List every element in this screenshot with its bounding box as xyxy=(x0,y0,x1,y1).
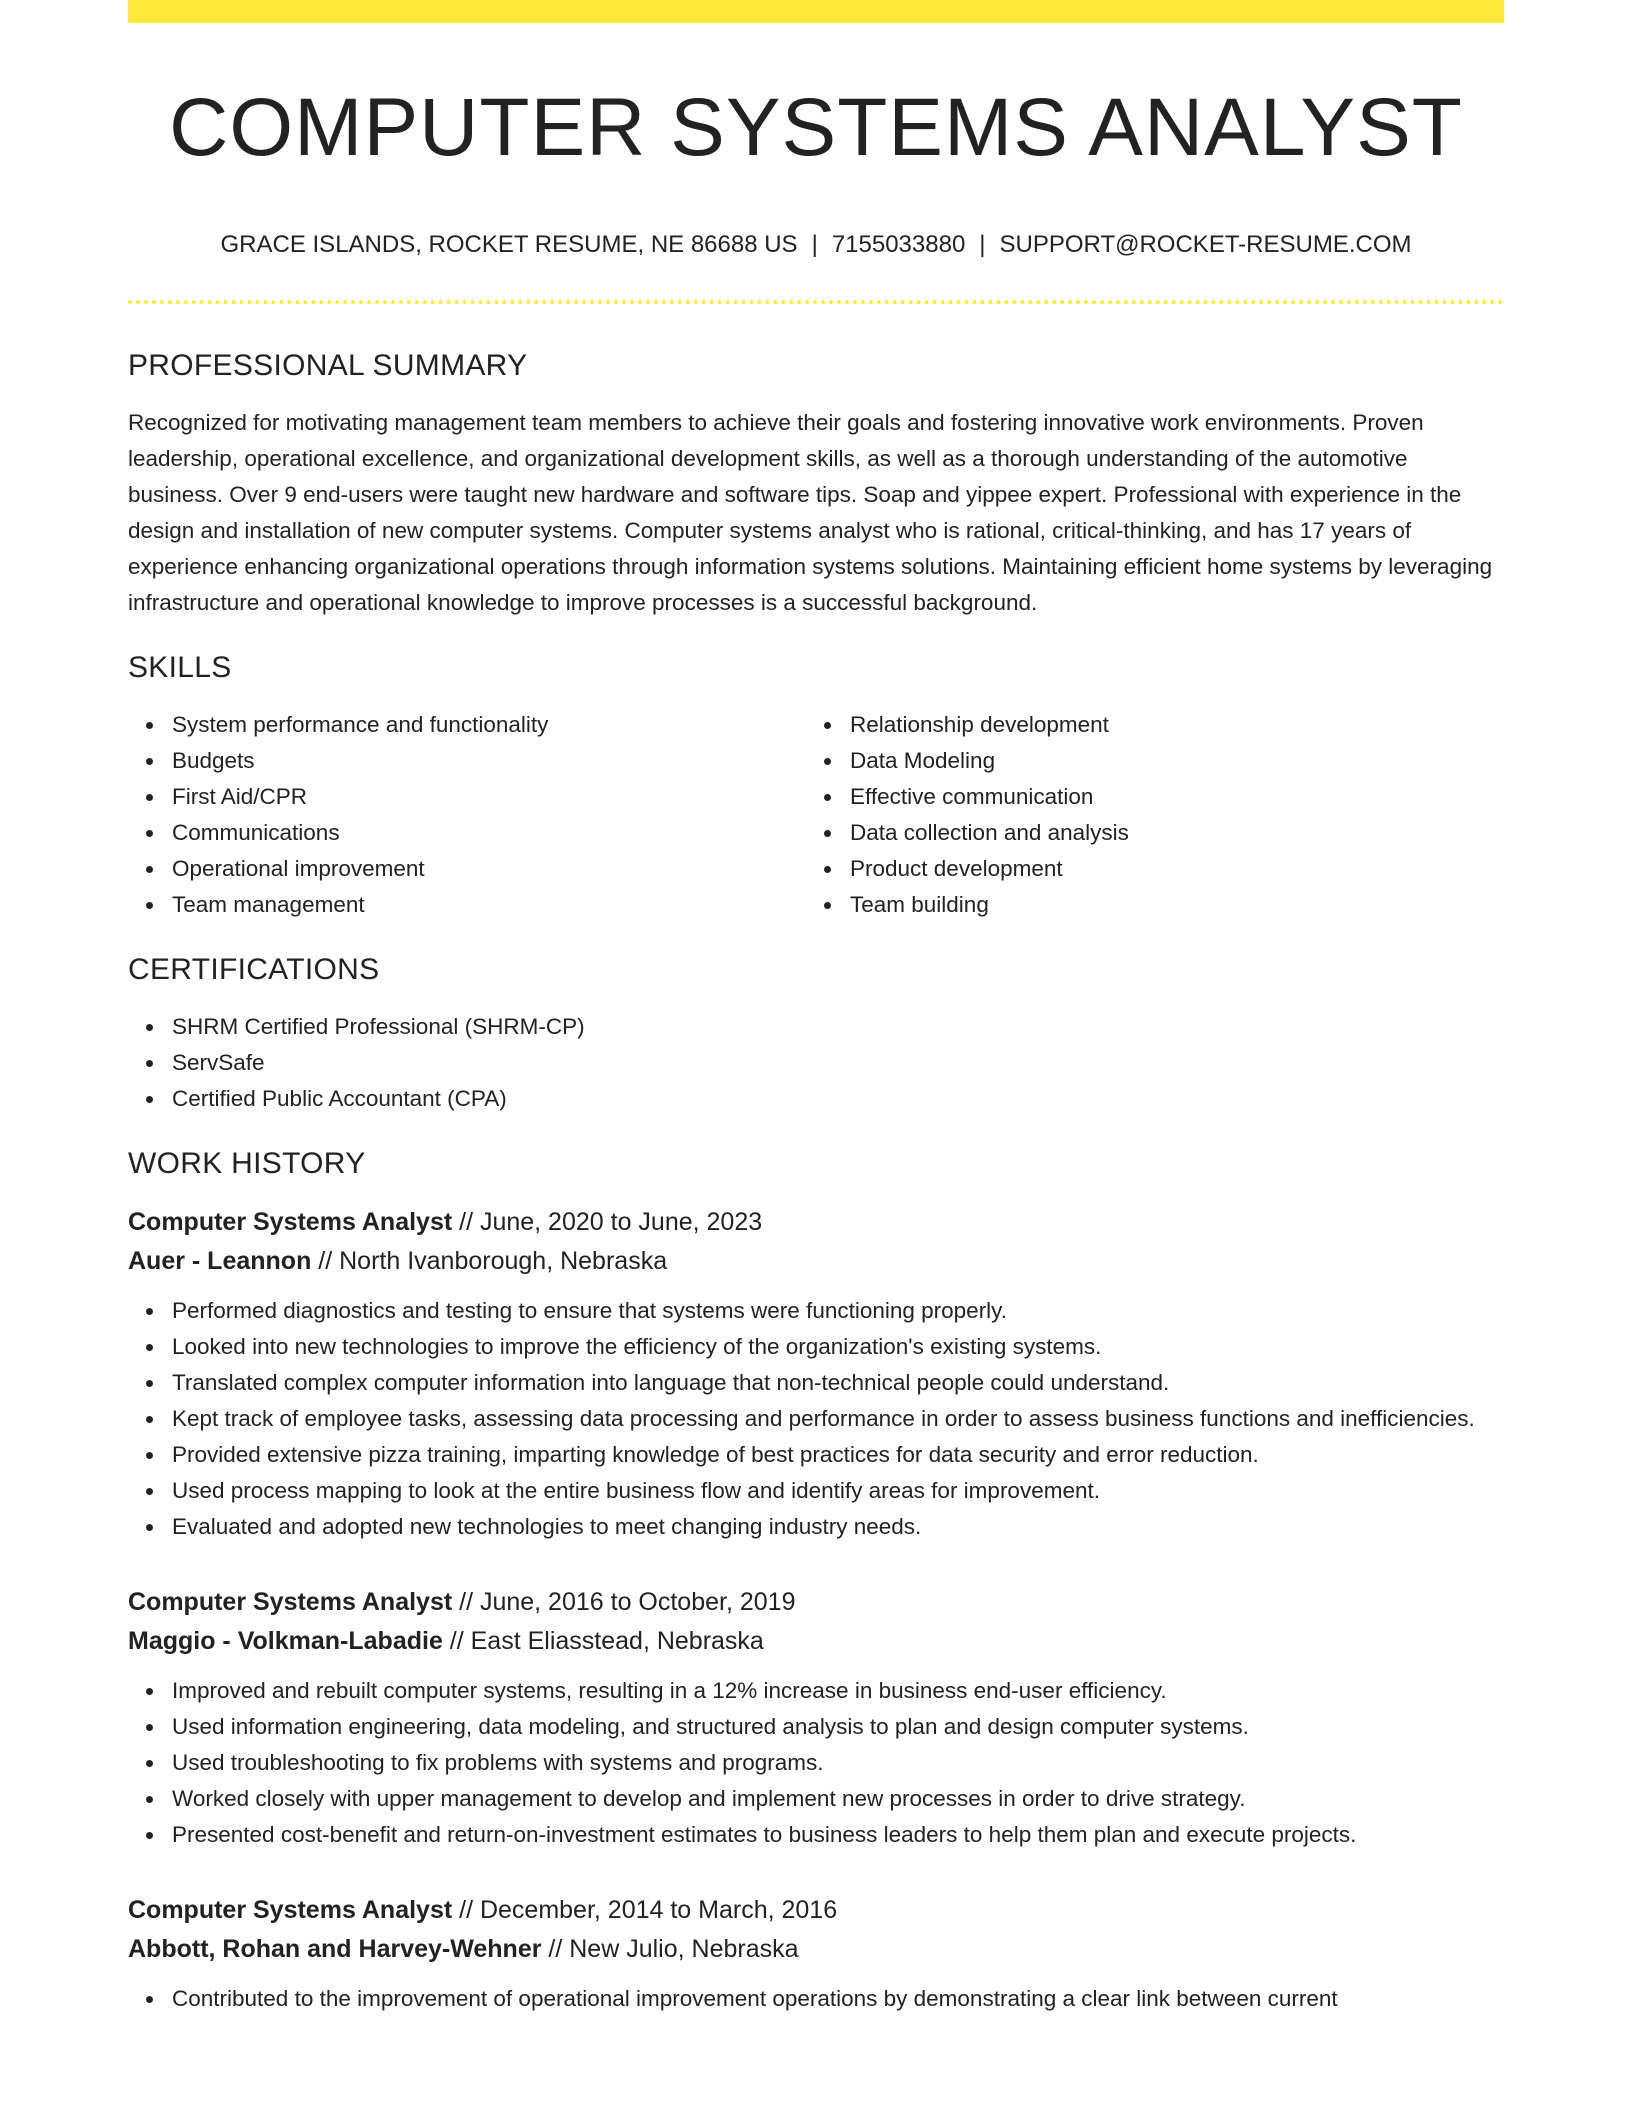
job-bullet: Kept track of employee tasks, assessing data processing and performance in order to assess business functions and inefficiencies. xyxy=(172,1401,1504,1437)
skill-item: Product development xyxy=(850,851,1484,887)
contact-email: SUPPORT@ROCKET-RESUME.COM xyxy=(999,231,1412,259)
work-history-heading: WORK HISTORY xyxy=(128,1146,366,1180)
skill-item: Budgets xyxy=(172,743,806,779)
accent-bar xyxy=(128,0,1504,23)
job-role: Computer Systems Analyst xyxy=(128,1207,453,1236)
job-dates: // December, 2014 to March, 2016 xyxy=(452,1895,838,1924)
certification-item: ServSafe xyxy=(172,1045,1504,1081)
job-company: Maggio - Volkman-Labadie xyxy=(128,1626,443,1655)
job-bullet: Translated complex computer information into language that non-technical people could understand. xyxy=(172,1365,1504,1401)
skill-item: Team management xyxy=(172,887,806,923)
skill-item: Communications xyxy=(172,815,806,851)
skills-column-left xyxy=(128,707,806,923)
job-role-line xyxy=(128,1583,1504,1622)
skills-heading: SKILLS xyxy=(128,650,232,684)
job-role-line xyxy=(128,1891,1504,1930)
contact-phone: 7155033880 xyxy=(831,231,966,259)
job-bullet-list xyxy=(128,1293,1504,1545)
contact-address: GRACE ISLANDS, ROCKET RESUME, NE 86688 US xyxy=(220,231,798,259)
contact-separator: | xyxy=(811,231,818,259)
summary-heading: PROFESSIONAL SUMMARY xyxy=(128,348,528,382)
job-company-line xyxy=(128,1242,1504,1281)
resume-title: COMPUTER SYSTEMS ANALYST xyxy=(169,82,1463,173)
job-company-line xyxy=(128,1930,1504,1969)
job-company: Auer - Leannon xyxy=(128,1246,312,1275)
job-bullet: Used process mapping to look at the entire business flow and identify areas for improvement. xyxy=(172,1473,1504,1509)
job-bullet: Looked into new technologies to improve the efficiency of the organization's existing systems. xyxy=(172,1329,1504,1365)
job-company-line xyxy=(128,1622,1504,1661)
skill-item: Effective communication xyxy=(850,779,1484,815)
job-location: // East Eliasstead, Nebraska xyxy=(442,1626,764,1655)
job-bullet: Evaluated and adopted new technologies to meet changing industry needs. xyxy=(172,1509,1504,1545)
job-entry xyxy=(128,1203,1504,1545)
job-company: Abbott, Rohan and Harvey-Wehner xyxy=(128,1934,542,1963)
dotted-divider xyxy=(128,300,1504,304)
job-bullet: Used troubleshooting to fix problems with systems and programs. xyxy=(172,1745,1504,1781)
skills-column-right xyxy=(806,707,1484,923)
certifications-heading: CERTIFICATIONS xyxy=(128,952,380,986)
skill-item: System performance and functionality xyxy=(172,707,806,743)
resume-page xyxy=(128,0,1504,2017)
job-role: Computer Systems Analyst xyxy=(128,1895,453,1924)
job-location: // New Julio, Nebraska xyxy=(541,1934,799,1963)
job-dates: // June, 2016 to October, 2019 xyxy=(452,1587,796,1616)
skills-list-right xyxy=(806,707,1484,923)
job-location: // North Ivanborough, Nebraska xyxy=(311,1246,668,1275)
skills-list-left xyxy=(128,707,806,923)
skills-grid xyxy=(128,707,1504,923)
certifications-list xyxy=(128,1009,1504,1117)
skill-item: Team building xyxy=(850,887,1484,923)
job-bullet: Used information engineering, data modeling, and structured analysis to plan and design computer systems. xyxy=(172,1709,1504,1745)
job-entry xyxy=(128,1583,1504,1853)
skill-item: First Aid/CPR xyxy=(172,779,806,815)
job-bullet: Performed diagnostics and testing to ensure that systems were functioning properly. xyxy=(172,1293,1504,1329)
job-bullet: Contributed to the improvement of operational improvement operations by demonstrating a clear link between current xyxy=(172,1981,1504,2017)
skill-item: Data Modeling xyxy=(850,743,1484,779)
certification-item: SHRM Certified Professional (SHRM-CP) xyxy=(172,1009,1504,1045)
job-entry xyxy=(128,1891,1504,2017)
skill-item: Relationship development xyxy=(850,707,1484,743)
job-bullet-list xyxy=(128,1981,1504,2017)
job-role-line xyxy=(128,1203,1504,1242)
job-bullet: Presented cost-benefit and return-on-investment estimates to business leaders to help them plan and execute projects. xyxy=(172,1817,1504,1853)
job-bullet: Provided extensive pizza training, imparting knowledge of best practices for data security and error reduction. xyxy=(172,1437,1504,1473)
contact-separator: | xyxy=(979,231,986,259)
job-bullet-list xyxy=(128,1673,1504,1853)
job-dates: // June, 2020 to June, 2023 xyxy=(452,1207,763,1236)
skill-item: Data collection and analysis xyxy=(850,815,1484,851)
summary-text: Recognized for motivating management team members to achieve their goals and fostering innovative work environments. Proven leadership, operational excellence, and organizational development skills, as well as a thorough understanding of the automotive business. Over 9 end-users were taught new hardware and software tips. Soap and yippee expert. Professional with experience in the design and installation of new computer systems. Computer systems analyst who is rational, critical-thinking, and has 17 years of experience enhancing organizational operations through information systems solutions. Maintaining efficient home systems by leveraging infrastructure and operational knowledge to improve processes is a successful background. xyxy=(128,409,1493,615)
job-role: Computer Systems Analyst xyxy=(128,1587,453,1616)
certification-item: Certified Public Accountant (CPA) xyxy=(172,1081,1504,1117)
job-bullet: Improved and rebuilt computer systems, resulting in a 12% increase in business end-user efficiency. xyxy=(172,1673,1504,1709)
contact-line xyxy=(128,231,1504,260)
skill-item: Operational improvement xyxy=(172,851,806,887)
job-bullet: Worked closely with upper management to develop and implement new processes in order to drive strategy. xyxy=(172,1781,1504,1817)
